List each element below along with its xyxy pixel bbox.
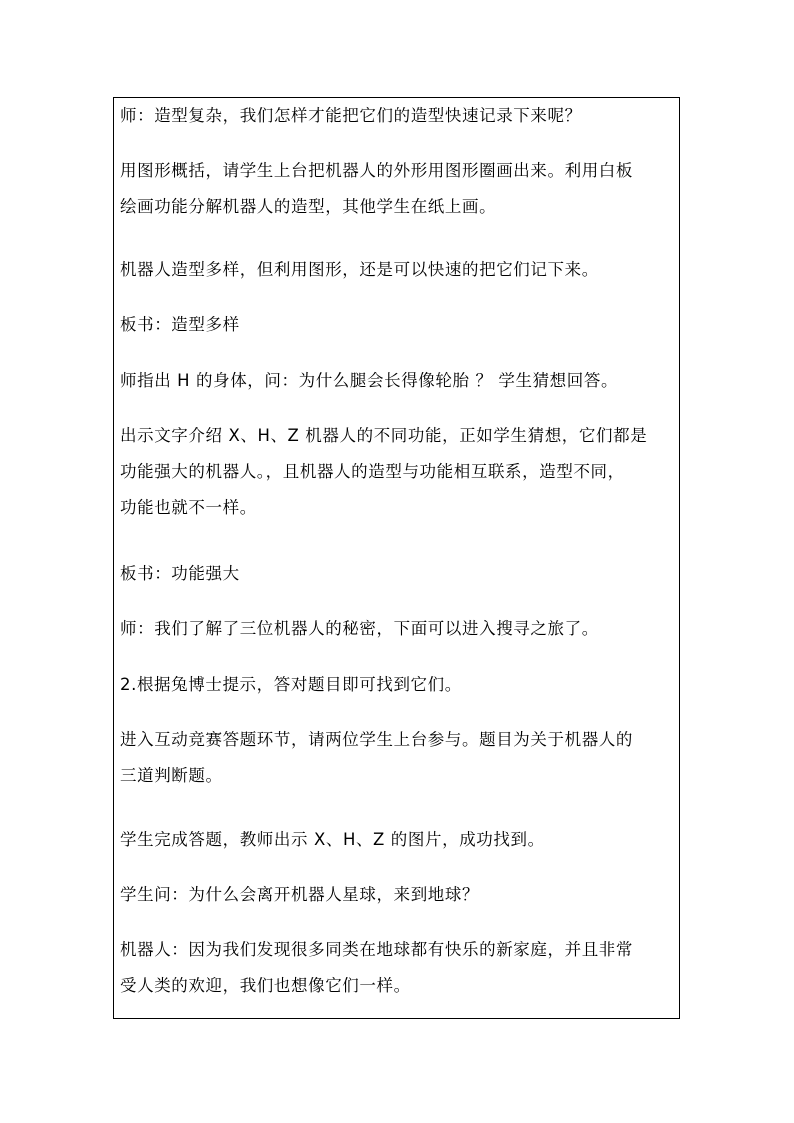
- text-line: 三道判断题。: [120, 766, 223, 785]
- text-line: 板书：功能强大: [120, 564, 240, 583]
- text-line: 2.根据兔博士提示，答对题目即可找到它们。: [120, 675, 462, 694]
- paragraph-board-note-shapes: [120, 307, 680, 343]
- paragraph-teacher-search: [120, 611, 680, 647]
- paragraph-student-question: [120, 877, 680, 913]
- paragraph-shape-summary: [120, 153, 680, 225]
- text-line: 出示文字介绍 X、H、Z 机器人的不同功能，正如学生猜想，它们都是: [120, 426, 648, 445]
- text-line: 学生完成答题，教师出示 X、H、Z 的图片，成功找到。: [120, 830, 545, 849]
- text-line: 用图形概括，请学生上台把机器人的外形用图形圈画出来。利用白板: [120, 161, 633, 180]
- text-line: 师指出 H 的身体，问：为什么腿会长得像轮胎 ？ 学生猜想回答。: [120, 371, 619, 390]
- text-line: 机器人：因为我们发现很多同类在地球都有快乐的新家庭，并且非常: [120, 940, 633, 959]
- paragraph-robot-shapes: [120, 252, 680, 288]
- text-line: 进入互动竞赛答题环节，请两位学生上台参与。题目为关于机器人的: [120, 730, 633, 749]
- paragraph-robot-functions: [120, 418, 680, 526]
- paragraph-step-2: [120, 667, 680, 703]
- text-line: 师：我们了解了三位机器人的秘密，下面可以进入搜寻之旅了。: [120, 619, 599, 638]
- paragraph-found: [120, 822, 680, 858]
- text-line: 学生问：为什么会离开机器人星球，来到地球？: [120, 885, 480, 904]
- paragraph-teacher-question: [120, 98, 680, 134]
- paragraph-quiz: [120, 722, 680, 794]
- paragraph-teacher-h-body: [120, 363, 680, 399]
- text-line: 机器人造型多样，但利用图形，还是可以快速的把它们记下来。: [120, 260, 599, 279]
- paragraph-board-note-functions: [120, 556, 680, 592]
- text-line: 受人类的欢迎，我们也想像它们一样。: [120, 976, 411, 995]
- text-line: 板书：造型多样: [120, 315, 240, 334]
- text-line: 功能也就不一样。: [120, 498, 257, 517]
- text-line: 师：造型复杂，我们怎样才能把它们的造型快速记录下来呢？: [120, 106, 582, 125]
- paragraph-robot-answer: [120, 932, 680, 1004]
- text-line: 功能强大的机器人。，且机器人的造型与功能相互联系，造型不同，: [120, 462, 625, 481]
- text-line: 绘画功能分解机器人的造型，其他学生在纸上画。: [120, 197, 497, 216]
